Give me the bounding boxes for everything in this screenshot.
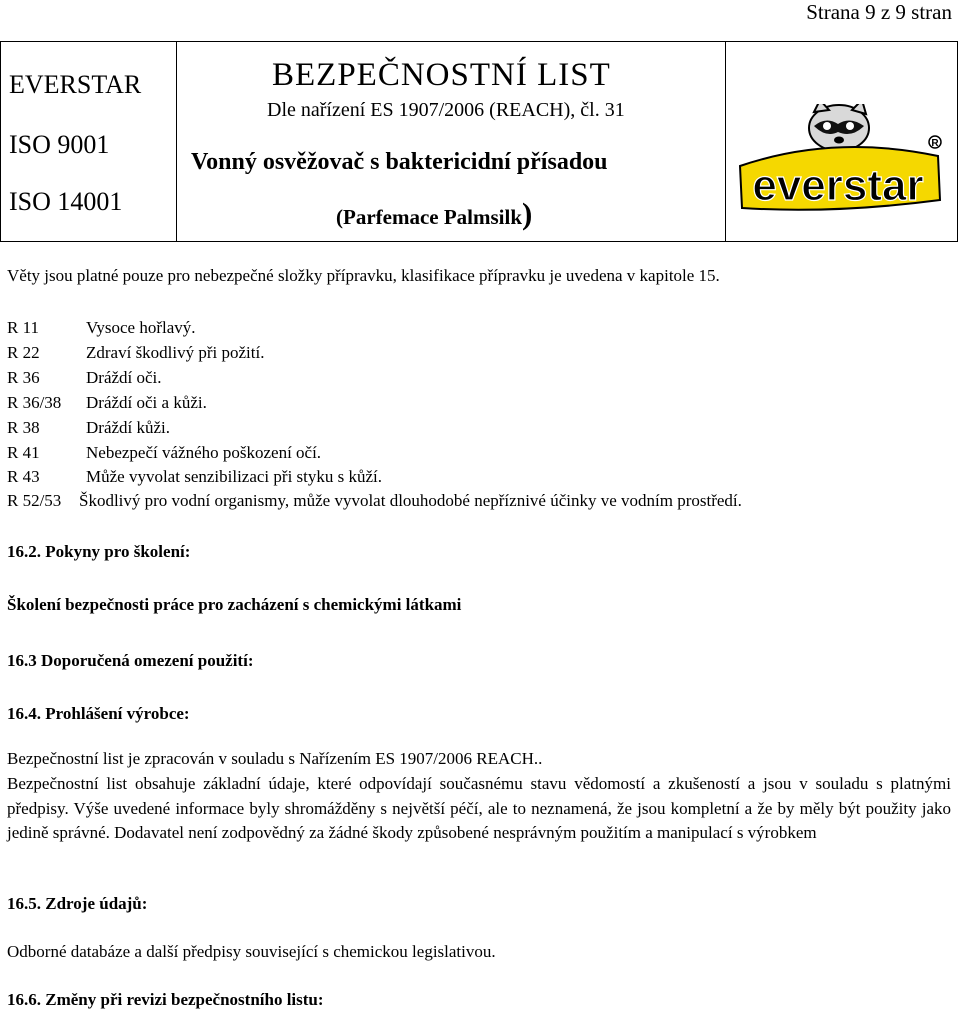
r-phrase-text: Dráždí kůži. xyxy=(86,418,171,437)
document-title: BEZPEČNOSTNÍ LIST xyxy=(272,57,611,93)
svg-text:R: R xyxy=(931,138,939,149)
document-header xyxy=(0,41,958,242)
regulation-reference: Dle nařízení ES 1907/2006 (REACH), čl. 31 xyxy=(267,99,625,121)
r-phrase-code: R 43 xyxy=(7,467,40,486)
section-16-6-heading: 16.6. Změny při revizi bezpečnostního listu: xyxy=(7,990,324,1009)
r-phrase-text: Dráždí oči. xyxy=(86,368,162,387)
intro-note: Věty jsou platné pouze pro nebezpečné složky přípravku, klasifikace přípravku je uvedena v kapitole 15. xyxy=(7,266,720,285)
raccoon-logo-icon xyxy=(734,104,949,216)
r-phrase-text: Dráždí oči a kůži. xyxy=(86,393,207,412)
page-number: Strana 9 z 9 stran xyxy=(806,0,952,24)
section-16-4-line: Bezpečnostní list je zpracován v souladu s Nařízením ES 1907/2006 REACH.. xyxy=(7,749,543,768)
section-16-4-paragraph: Bezpečnostní list obsahuje základní údaje, které odpovídají současnému stavu vědomostí a zkušeností a jsou v souladu s platnými předpisy. Výše uvedené informace byly shromážděny s největší péčí, ale to neznamená, že jsou kompletní a že by měly být použity jako jedině správné. Dodavatel není zodpovědný za žádné škody způsobené nesprávným použitím a manipulací s výrobkem xyxy=(7,774,951,842)
r-phrase-text: Nebezpečí vážného poškození očí. xyxy=(86,443,322,462)
r-phrase-text: Zdraví škodlivý při požití. xyxy=(86,343,265,362)
r-phrase-code: R 22 xyxy=(7,343,40,362)
product-name: Vonný osvěžovač s baktericidní přísadou xyxy=(191,149,608,175)
logo-wordmark: everstar xyxy=(752,161,924,210)
r-phrase-code: R 36 xyxy=(7,368,40,387)
trade-name-paren: ) xyxy=(522,196,533,231)
header-border-right xyxy=(957,42,958,241)
section-16-2-text: Školení bezpečnosti práce pro zacházení s chemickými látkami xyxy=(7,595,462,614)
r-phrase-code: R 41 xyxy=(7,443,40,462)
section-16-5-text: Odborné databáze a další předpisy související s chemickou legislativou. xyxy=(7,942,496,961)
iso-9001: ISO 9001 xyxy=(9,130,110,159)
header-border-left xyxy=(0,42,1,241)
r-phrase-text: Škodlivý pro vodní organismy, může vyvolat dlouhodobé nepříznivé účinky ve vodním prostředí. xyxy=(79,491,742,510)
r-phrase-code: R 38 xyxy=(7,418,40,437)
trade-name xyxy=(336,196,532,232)
section-16-3-heading: 16.3 Doporučená omezení použití: xyxy=(7,651,254,670)
header-divider-2 xyxy=(725,42,726,241)
r-phrase-text: Může vyvolat senzibilizaci při styku s kůží. xyxy=(86,467,383,486)
r-phrase-text: Vysoce hořlavý. xyxy=(86,318,196,337)
section-16-4-heading: 16.4. Prohlášení výrobce: xyxy=(7,704,190,723)
iso-14001: ISO 14001 xyxy=(9,187,123,216)
section-16-2-heading: 16.2. Pokyny pro školení: xyxy=(7,542,191,561)
header-divider-1 xyxy=(176,42,177,241)
everstar-logo xyxy=(734,104,949,221)
trade-name-text: (Parfemace Palmsilk xyxy=(336,205,523,229)
r-phrase-code: R 52/53 xyxy=(7,491,62,510)
r-phrase-code: R 11 xyxy=(7,318,39,337)
r-phrase-code: R 36/38 xyxy=(7,393,62,412)
section-16-5-heading: 16.5. Zdroje údajů: xyxy=(7,894,148,913)
company-name: EVERSTAR xyxy=(9,70,142,99)
